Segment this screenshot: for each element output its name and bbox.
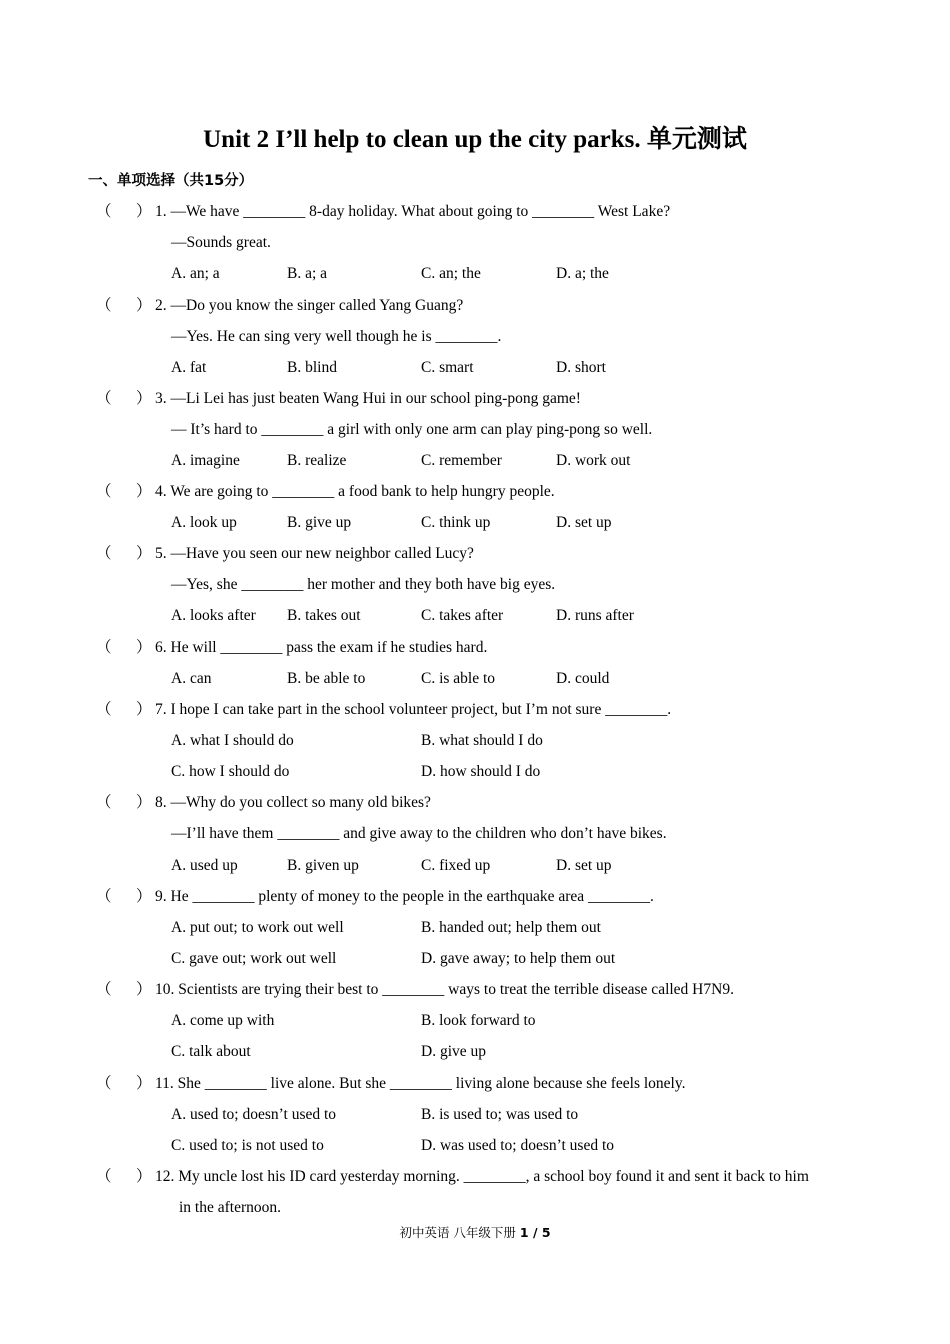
question-stem: 4. We are going to ________ a food bank to help hungry people. — [155, 483, 555, 500]
answer-bracket-open: （ — [96, 794, 112, 811]
answer-bracket-close: ） — [136, 297, 152, 314]
answer-bracket-close: ） — [136, 1075, 152, 1092]
option-a: A. come up with — [171, 1012, 275, 1029]
question-stem: 2. —Do you know the singer called Yang Guang? — [155, 297, 464, 314]
option-b: B. handed out; help them out — [421, 919, 601, 936]
option-b: B. takes out — [287, 607, 361, 624]
option-b: B. blind — [287, 359, 337, 376]
answer-bracket-close: ） — [136, 794, 152, 811]
page-title: Unit 2 I’ll help to clean up the city parks. 单元测试 — [203, 126, 747, 153]
section-heading: 一、单项选择（共15分） — [88, 173, 254, 189]
option-b: B. look forward to — [421, 1012, 536, 1029]
question-stem: 8. —Why do you collect so many old bikes? — [155, 794, 431, 811]
option-c: C. takes after — [421, 607, 504, 624]
option-b: B. be able to — [287, 670, 366, 687]
question-stem: 7. I hope I can take part in the school volunteer project, but I’m not sure ________. — [155, 701, 672, 718]
answer-bracket-open: （ — [96, 639, 112, 656]
option-d: D. work out — [556, 452, 631, 469]
option-b: B. give up — [287, 514, 352, 531]
option-c: C. used to; is not used to — [171, 1137, 324, 1154]
question-stem: 3. —Li Lei has just beaten Wang Hui in our school ping-pong game! — [155, 390, 581, 407]
option-c: C. gave out; work out well — [171, 950, 337, 967]
question-line: —Yes, she ________ her mother and they both have big eyes. — [171, 576, 556, 593]
option-d: D. a; the — [556, 265, 609, 282]
footer-text: 初中英语 八年级下册 — [399, 1225, 520, 1240]
option-b: B. is used to; was used to — [421, 1106, 579, 1123]
option-d: D. gave away; to help them out — [421, 950, 616, 967]
answer-bracket-open: （ — [96, 390, 112, 407]
option-b: B. what should I do — [421, 732, 543, 749]
option-d: D. runs after — [556, 607, 634, 624]
answer-bracket-close: ） — [136, 203, 152, 220]
answer-bracket-open: （ — [96, 297, 112, 314]
question-line: — It’s hard to ________ a girl with only one arm can play ping-pong so well. — [171, 421, 653, 438]
option-b: B. realize — [287, 452, 347, 469]
option-c: C. remember — [421, 452, 502, 469]
option-d: D. give up — [421, 1043, 487, 1060]
answer-bracket-close: ） — [136, 545, 152, 562]
option-a: A. look up — [171, 514, 237, 531]
option-a: A. imagine — [171, 452, 240, 469]
option-c: C. smart — [421, 359, 474, 376]
option-c: C. an; the — [421, 265, 481, 282]
answer-bracket-open: （ — [96, 1168, 112, 1185]
option-a: A. looks after — [171, 607, 256, 624]
option-a: A. fat — [171, 359, 207, 376]
answer-bracket-open: （ — [96, 483, 112, 500]
answer-bracket-close: ） — [136, 483, 152, 500]
option-c: C. how I should do — [171, 763, 290, 780]
answer-bracket-open: （ — [96, 1075, 112, 1092]
answer-bracket-open: （ — [96, 981, 112, 998]
question-line: in the afternoon. — [179, 1199, 282, 1216]
question-stem: 10. Scientists are trying their best to ________ ways to treat the terrible disease called H7N9. — [155, 981, 734, 998]
answer-bracket-close: ） — [136, 1168, 152, 1185]
option-c: C. fixed up — [421, 857, 491, 874]
question-stem: 9. He ________ plenty of money to the people in the earthquake area ________. — [155, 888, 654, 905]
question-stem: 12. My uncle lost his ID card yesterday morning. ________, a school boy found it and sent it back to him — [155, 1168, 809, 1185]
option-b: B. given up — [287, 857, 359, 874]
page-number: 1 / 5 — [519, 1225, 551, 1240]
option-c: C. think up — [421, 514, 491, 531]
option-a: A. an; a — [171, 265, 220, 282]
page-footer — [0, 1224, 950, 1242]
question-line: —Sounds great. — [171, 234, 271, 251]
question-stem: 6. He will ________ pass the exam if he studies hard. — [155, 639, 488, 656]
question-stem: 1. —We have ________ 8-day holiday. What about going to ________ West Lake? — [155, 203, 671, 220]
option-b: B. a; a — [287, 265, 328, 282]
answer-bracket-close: ） — [136, 390, 152, 407]
option-d: D. could — [556, 670, 610, 687]
option-c: C. talk about — [171, 1043, 251, 1060]
option-a: A. used to; doesn’t used to — [171, 1106, 337, 1123]
question-line: —I’ll have them ________ and give away to the children who don’t have bikes. — [171, 825, 667, 842]
answer-bracket-close: ） — [136, 639, 152, 656]
answer-bracket-close: ） — [136, 701, 152, 718]
option-d: D. short — [556, 359, 606, 376]
answer-bracket-close: ） — [136, 981, 152, 998]
option-a: A. put out; to work out well — [171, 919, 344, 936]
question-stem: 11. She ________ live alone. But she ________ living alone because she feels lonely. — [155, 1075, 686, 1092]
option-a: A. can — [171, 670, 212, 687]
answer-bracket-open: （ — [96, 545, 112, 562]
answer-bracket-open: （ — [96, 888, 112, 905]
answer-bracket-open: （ — [96, 701, 112, 718]
option-d: D. set up — [556, 857, 612, 874]
answer-bracket-open: （ — [96, 203, 112, 220]
option-a: A. what I should do — [171, 732, 294, 749]
answer-bracket-close: ） — [136, 888, 152, 905]
option-c: C. is able to — [421, 670, 496, 687]
option-d: D. set up — [556, 514, 612, 531]
option-d: D. how should I do — [421, 763, 541, 780]
question-stem: 5. —Have you seen our new neighbor called Lucy? — [155, 545, 474, 562]
option-d: D. was used to; doesn’t used to — [421, 1137, 615, 1154]
question-line: —Yes. He can sing very well though he is ________. — [171, 328, 502, 345]
option-a: A. used up — [171, 857, 238, 874]
